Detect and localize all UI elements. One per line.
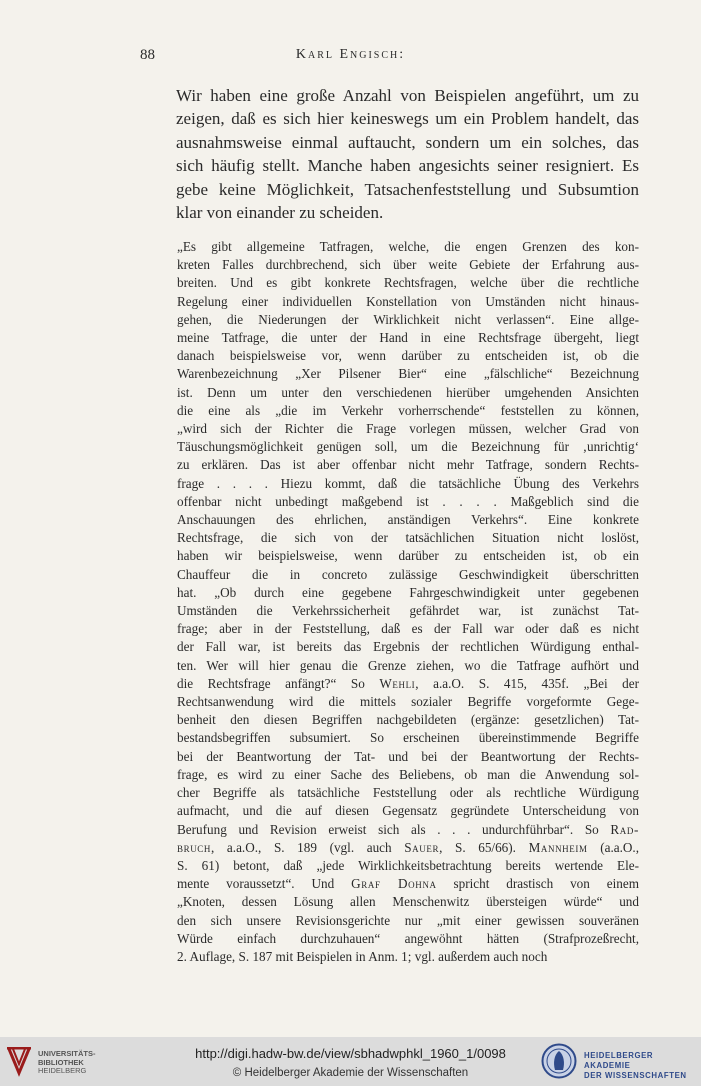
quote-text-line: 2. Auflage, S. 187 mit Beispielen in Anm. 1; vgl. außerdem auch noch: [177, 948, 548, 964]
quote-text-line: danach beispielsweise vor, wenn darüber zu entscheiden ist, ob die: [177, 348, 639, 364]
quote-text-line: Regelung einer individuellen Konstellation von Umständen nicht hinaus-: [177, 293, 639, 309]
academy-name-line: DER WISSENSCHAFTEN: [584, 1071, 687, 1080]
main-text-line: Wir haben eine große Anzahl von Beispielen angeführt, um zu: [176, 86, 639, 105]
quote-text-line: die Rechtsfrage anfängt?“ So Wehli, a.a.O. S. 415, 435f. „Bei der: [177, 675, 640, 691]
quote-text-line: die eine als „die im Verkehr vorherrschende“ feststellen zu können,: [177, 402, 639, 418]
library-name-line: UNIVERSITÄTS-: [38, 1049, 96, 1058]
quote-text-line: haben wir beispielsweise, wenn darüber zu entscheiden ist, ob ein: [177, 548, 639, 564]
quote-text-line: breiten. Und es gibt konkrete Rechtsfragen, welche über die rechtliche: [177, 275, 639, 291]
quote-text-line: bruch, a.a.O., S. 189 (vgl. auch Sauer, S. 65/66). Mannheim (a.a.O.,: [177, 839, 640, 855]
quote-text-line: Berufung und Revision erweist sich als . . . undurchführbar“. So Rad-: [177, 821, 639, 837]
author-name: Graf Dohna: [351, 876, 437, 892]
quote-text-line: Anschauungen des ehrlichen, anständigen Verkehrs“. Eine konkrete: [177, 512, 639, 528]
quote-text-line: kreten Falles durchbrechend, sich über weite Gebiete der Erfahrung aus-: [177, 257, 639, 273]
quote-text-line: offenbar nicht unbedingt maßgebend ist . . . . Maßgeblich sind die: [177, 493, 639, 509]
quote-text-line: den sich unsere Revisionsgerichte nur „mit einer gewissen souveränen: [177, 912, 639, 928]
main-paragraph: [138, 84, 639, 224]
quote-text-line: Rechtsanwendung wird die mittels sozialer Begriffe vorgeformte Gege-: [177, 694, 639, 710]
quote-text-line: bei der Beantwortung der Tat- und bei der Beantwortung der Rechts-: [177, 748, 639, 764]
library-name-line: HEIDELBERG: [38, 1066, 87, 1075]
library-name-line: BIBLIOTHEK: [38, 1057, 84, 1067]
quote-text-line: frage, es wird zu einer Sache des Beliebens, ob man die Anwendung sol-: [177, 766, 639, 782]
author-name: bruch: [177, 839, 212, 855]
quote-text-line: benheit den diesen Begriffen nachgebildeten (ergänze: gesetzlichen) Tat-: [177, 712, 639, 728]
quote-text-line: ist. Denn um unter den verschiedenen hierüber umgehenden Ansichten: [177, 384, 639, 400]
academy-name-line: HEIDELBERGER AKADEMIE: [584, 1051, 654, 1070]
quote-text-line: hat. „Ob durch eine gegebene Fahrgeschwindigkeit unter gegebenen: [177, 584, 639, 600]
main-text-line: ausnahmsweise einmal auftaucht, sondern um ein solches, das: [176, 132, 639, 152]
author-name: Rad-: [610, 821, 639, 837]
page-number: 88: [140, 47, 155, 63]
quote-text-line: cher Begriffe als tatsächliche Feststellung oder als rechtliche Würdigung: [177, 785, 639, 801]
quote-text-line: Täuschungsmöglichkeit genügen soll, um die Bezeichnung für ‚unrichtig‘: [177, 439, 639, 455]
quote-text-line: mente voraussetzt“. Und Graf Dohna spricht drastisch von einem: [177, 876, 639, 892]
quote-text-line: aufmacht, und die auf diesen Gegensatz gegründete Unterscheidung von: [177, 803, 639, 819]
quote-text-line: ten. Wer will hier genau die Grenze ziehen, wo die Tatfrage aufhört und: [177, 657, 639, 673]
quote-text-line: der Fall war, ist bereits das Ergebnis der rechtlichen Würdigung enthal-: [177, 639, 639, 655]
permalink-url[interactable]: http://digi.hadw-bw.de/view/sbhadwphkl_1960_1/0098: [195, 1046, 506, 1061]
quote-text-line: frage . . . . Hiezu kommt, daß die tatsächliche Übung des Verkehrs: [177, 475, 639, 491]
main-text-line: zeigen, daß es sich hier keineswegs um ein Problem handelt, das: [176, 109, 639, 129]
quote-text-line: bestandsbegriffen subsumiert. So erscheinen übereinstimmende Begriffe: [177, 730, 639, 746]
author-name: Wehli: [379, 675, 416, 691]
quote-text-line: Würde einfach durchzuhauen“ angewöhnt hätten (Strafprozeßrecht,: [177, 930, 639, 946]
quote-text-line: Umständen die Verkehrssicherheit gefährdet war, ist zunächst Tat-: [177, 603, 639, 619]
quote-text-line: meine Tatfrage, die unter der Hand in eine Rechtsfrage übergeht, liegt: [177, 330, 639, 346]
footer-bar: [0, 1037, 701, 1086]
quote-text-line: „Knoten, dessen Lösung allen Menschenwitz übersteigen würde“ und: [177, 894, 639, 910]
quote-text-line: S. 61) betont, daß „jede Wirklichkeitsbetrachtung bereits wertende Ele-: [177, 857, 639, 873]
main-text-line: sich häufig stellt. Manche haben angesichts seiner resigniert. Es: [176, 156, 639, 176]
quote-text-line: gehen, die Niederungen der Wirklichkeit nicht verlassen“. Eine allge-: [177, 311, 639, 327]
quote-text-line: „Es gibt allgemeine Tatfragen, welche, die engen Grenzen des kon-: [177, 239, 639, 254]
main-text-line: gebe keine Möglichkeit, Tatsachenfeststellung und Subsumtion: [176, 179, 639, 199]
quote-text-line: Warenbezeichnung „Xer Pilsener Bier“ eine „fälschliche“ Bezeichnung: [177, 366, 639, 382]
main-text-line: klar von einander zu scheiden.: [176, 203, 384, 223]
running-head: Karl Engisch:: [295, 47, 406, 62]
academy-name: [584, 1051, 701, 1081]
quote-text-line: Chauffeur die in concreto zulässige Geschwindigkeit überschritten: [177, 566, 639, 582]
quote-text-line: Rechtsfrage, die sich von der tatsächlichen Situation nicht loslöst,: [177, 530, 639, 546]
quote-text-line: „wird sich der Richter die Frage vorlegen müssen, welcher Grad von: [177, 421, 639, 437]
academy-seal-icon: [541, 1043, 577, 1079]
quote-text-line: zu erklären. Das ist aber offenbar nicht mehr Tatfrage, sondern Rechts-: [177, 457, 639, 473]
quote-text-line: frage; aber in der Feststellung, daß es der Fall war oder daß es nicht: [177, 621, 639, 637]
author-name: Mannheim: [528, 839, 588, 855]
author-name: Sauer: [404, 839, 440, 855]
quote-paragraph: [177, 238, 639, 966]
copyright-notice: © Heidelberger Akademie der Wissenschaften: [232, 1067, 469, 1079]
